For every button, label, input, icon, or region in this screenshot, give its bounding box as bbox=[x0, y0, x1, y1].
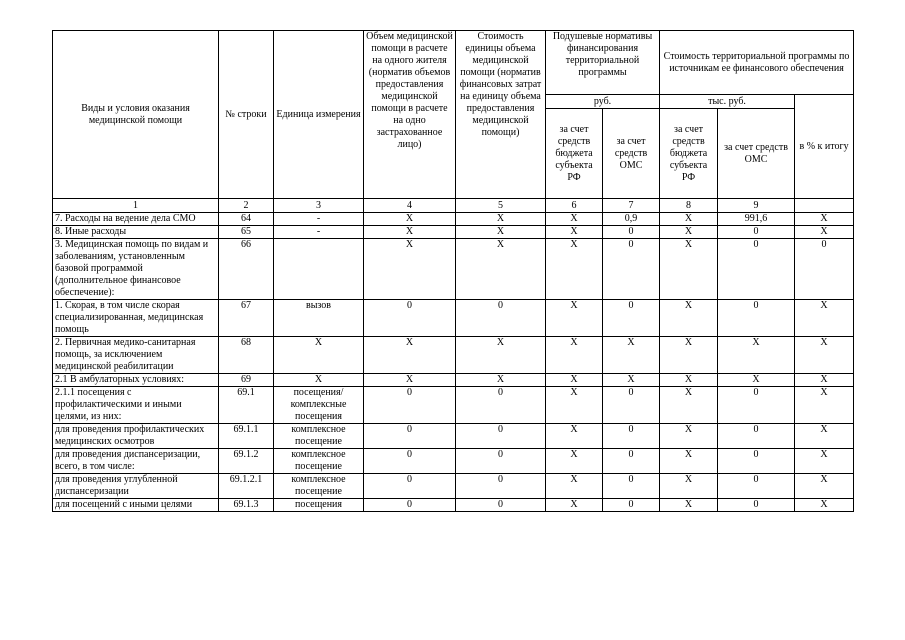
row-number: 69.1.3 bbox=[219, 499, 274, 512]
cell-volume: 0 bbox=[364, 449, 456, 474]
table-row bbox=[53, 213, 854, 226]
cell-volume: X bbox=[364, 239, 456, 300]
cell-percapita-budget: X bbox=[546, 449, 603, 474]
row-number: 66 bbox=[219, 239, 274, 300]
row-unit: - bbox=[274, 226, 364, 239]
cell-cost-oms: 0 bbox=[718, 424, 795, 449]
row-name: для проведения профилактических медицинских осмотров bbox=[53, 424, 219, 449]
cell-percent: X bbox=[795, 213, 854, 226]
cell-unit-cost: 0 bbox=[456, 424, 546, 449]
cell-cost-oms: X bbox=[718, 337, 795, 374]
cell-unit-cost: 0 bbox=[456, 300, 546, 337]
table-header bbox=[53, 31, 854, 213]
cell-cost-budget: X bbox=[660, 300, 718, 337]
row-unit: комплексное посещение bbox=[274, 449, 364, 474]
header-thousand-rub: тыс. руб. bbox=[660, 95, 795, 109]
cell-percapita-budget: X bbox=[546, 337, 603, 374]
cell-cost-budget: X bbox=[660, 213, 718, 226]
row-unit: - bbox=[274, 213, 364, 226]
cell-cost-budget: X bbox=[660, 474, 718, 499]
table-row bbox=[53, 499, 854, 512]
row-number: 69 bbox=[219, 374, 274, 387]
row-name: 1. Скорая, в том числе скорая специализированная, медицинская помощь bbox=[53, 300, 219, 337]
cell-cost-budget: X bbox=[660, 387, 718, 424]
header-row-number: № строки bbox=[219, 31, 274, 199]
cell-unit-cost: X bbox=[456, 226, 546, 239]
cell-cost-budget: X bbox=[660, 337, 718, 374]
cell-percapita-budget: X bbox=[546, 424, 603, 449]
cell-cost-oms: 0 bbox=[718, 239, 795, 300]
table-body bbox=[53, 213, 854, 512]
row-unit: X bbox=[274, 374, 364, 387]
row-unit: комплексное посещение bbox=[274, 424, 364, 449]
cell-percent: X bbox=[795, 474, 854, 499]
table-row bbox=[53, 374, 854, 387]
cell-unit-cost: X bbox=[456, 213, 546, 226]
cell-volume: 0 bbox=[364, 424, 456, 449]
cell-volume: X bbox=[364, 226, 456, 239]
cell-percent: X bbox=[795, 337, 854, 374]
row-name: 2.1 В амбулаторных условиях: bbox=[53, 374, 219, 387]
row-name: 2.1.1 посещения с профилактическими и иными целями, из них: bbox=[53, 387, 219, 424]
header-budget-thousand: за счет средств бюджета субъекта РФ bbox=[660, 109, 718, 199]
cell-cost-oms: 0 bbox=[718, 474, 795, 499]
cell-percapita-oms: 0 bbox=[603, 387, 660, 424]
column-number: 4 bbox=[364, 199, 456, 213]
cell-percapita-budget: X bbox=[546, 213, 603, 226]
cell-volume: X bbox=[364, 213, 456, 226]
row-unit: комплексное посещение bbox=[274, 474, 364, 499]
row-number: 69.1.2 bbox=[219, 449, 274, 474]
table-row bbox=[53, 449, 854, 474]
row-name: 8. Иные расходы bbox=[53, 226, 219, 239]
cell-percapita-budget: X bbox=[546, 300, 603, 337]
cell-volume: 0 bbox=[364, 300, 456, 337]
cell-percapita-budget: X bbox=[546, 499, 603, 512]
cell-percapita-budget: X bbox=[546, 226, 603, 239]
cell-percapita-oms: 0,9 bbox=[603, 213, 660, 226]
cell-percapita-oms: 0 bbox=[603, 226, 660, 239]
cell-percent: X bbox=[795, 449, 854, 474]
row-number: 69.1.1 bbox=[219, 424, 274, 449]
row-number: 65 bbox=[219, 226, 274, 239]
row-name: для проведения диспансеризации, всего, в том числе: bbox=[53, 449, 219, 474]
cell-percapita-budget: X bbox=[546, 387, 603, 424]
table-row bbox=[53, 226, 854, 239]
cell-volume: X bbox=[364, 374, 456, 387]
cell-volume: X bbox=[364, 337, 456, 374]
header-unit-cost: Стоимость единицы объема медицинской помощи (норматив финансовых затрат на единицу объема предоставления медицинской помощи) bbox=[456, 31, 546, 199]
cell-percapita-oms: 0 bbox=[603, 449, 660, 474]
column-number: 3 bbox=[274, 199, 364, 213]
cell-unit-cost: 0 bbox=[456, 499, 546, 512]
cell-percapita-oms: X bbox=[603, 374, 660, 387]
header-oms-thousand: за счет средств ОМС bbox=[718, 109, 795, 199]
cell-unit-cost: 0 bbox=[456, 387, 546, 424]
cell-percapita-budget: X bbox=[546, 239, 603, 300]
cell-percapita-oms: 0 bbox=[603, 474, 660, 499]
cell-percent: X bbox=[795, 499, 854, 512]
header-percent: в % к итогу bbox=[795, 95, 854, 199]
column-number: 6 bbox=[546, 199, 603, 213]
cell-percapita-oms: 0 bbox=[603, 424, 660, 449]
column-number: 9 bbox=[718, 199, 795, 213]
column-number: 1 bbox=[53, 199, 219, 213]
header-budget-rub: за счет средств бюджета субъекта РФ bbox=[546, 109, 603, 199]
row-name: 7. Расходы на ведение дела СМО bbox=[53, 213, 219, 226]
header-rub: руб. bbox=[546, 95, 660, 109]
financing-table bbox=[52, 30, 854, 512]
cell-percent: X bbox=[795, 300, 854, 337]
header-cost-group: Стоимость территориальной программы по источникам ее финансового обеспечения bbox=[660, 31, 854, 95]
cell-percent: X bbox=[795, 424, 854, 449]
cell-unit-cost: 0 bbox=[456, 474, 546, 499]
row-unit: посещения/ комплексные посещения bbox=[274, 387, 364, 424]
row-unit: вызов bbox=[274, 300, 364, 337]
header-oms-rub: за счет средств ОМС bbox=[603, 109, 660, 199]
cell-cost-oms: 0 bbox=[718, 300, 795, 337]
cell-cost-oms: 991,6 bbox=[718, 213, 795, 226]
table-row bbox=[53, 337, 854, 374]
cell-volume: 0 bbox=[364, 474, 456, 499]
row-number: 69.1 bbox=[219, 387, 274, 424]
header-unit: Единица измерения bbox=[274, 31, 364, 199]
cell-cost-budget: X bbox=[660, 424, 718, 449]
table-row bbox=[53, 387, 854, 424]
cell-cost-budget: X bbox=[660, 374, 718, 387]
row-name: для посещений с иными целями bbox=[53, 499, 219, 512]
cell-percapita-budget: X bbox=[546, 474, 603, 499]
cell-cost-oms: 0 bbox=[718, 387, 795, 424]
row-name: для проведения углубленной диспансеризации bbox=[53, 474, 219, 499]
table-row bbox=[53, 300, 854, 337]
column-number: 5 bbox=[456, 199, 546, 213]
cell-percent: X bbox=[795, 374, 854, 387]
column-number bbox=[795, 199, 854, 213]
header-volume: Объем медицинской помощи в расчете на одного жителя (норматив объемов предоставления медицинской помощи в расчете на одно застрахованное лицо) bbox=[364, 31, 456, 199]
cell-cost-oms: X bbox=[718, 374, 795, 387]
cell-cost-oms: 0 bbox=[718, 226, 795, 239]
column-number: 7 bbox=[603, 199, 660, 213]
cell-volume: 0 bbox=[364, 387, 456, 424]
row-number: 68 bbox=[219, 337, 274, 374]
cell-percent: X bbox=[795, 387, 854, 424]
header-per-capita: Подушевые нормативы финансирования территориальной программы bbox=[546, 31, 660, 95]
cell-percapita-budget: X bbox=[546, 374, 603, 387]
cell-cost-budget: X bbox=[660, 499, 718, 512]
cell-percapita-oms: 0 bbox=[603, 499, 660, 512]
column-number-row bbox=[53, 199, 854, 213]
header-kind: Виды и условия оказания медицинской помощи bbox=[53, 31, 219, 199]
row-name: 2. Первичная медико-санитарная помощь, за исключением медицинской реабилитации bbox=[53, 337, 219, 374]
table-row bbox=[53, 239, 854, 300]
column-number: 2 bbox=[219, 199, 274, 213]
row-number: 67 bbox=[219, 300, 274, 337]
cell-unit-cost: 0 bbox=[456, 449, 546, 474]
table-row bbox=[53, 474, 854, 499]
row-number: 69.1.2.1 bbox=[219, 474, 274, 499]
row-name: 3. Медицинская помощь по видам и заболеваниям, установленным базовой программой (дополнительное финансовое обеспечение): bbox=[53, 239, 219, 300]
cell-unit-cost: X bbox=[456, 374, 546, 387]
cell-percapita-oms: 0 bbox=[603, 239, 660, 300]
cell-cost-budget: X bbox=[660, 226, 718, 239]
row-unit bbox=[274, 239, 364, 300]
row-number: 64 bbox=[219, 213, 274, 226]
cell-volume: 0 bbox=[364, 499, 456, 512]
column-number: 8 bbox=[660, 199, 718, 213]
cell-unit-cost: X bbox=[456, 337, 546, 374]
cell-percapita-oms: 0 bbox=[603, 300, 660, 337]
cell-cost-oms: 0 bbox=[718, 449, 795, 474]
cell-percent: X bbox=[795, 226, 854, 239]
cell-cost-budget: X bbox=[660, 449, 718, 474]
cell-cost-budget: X bbox=[660, 239, 718, 300]
cell-percapita-oms: X bbox=[603, 337, 660, 374]
row-unit: посещения bbox=[274, 499, 364, 512]
cell-unit-cost: X bbox=[456, 239, 546, 300]
table-row bbox=[53, 424, 854, 449]
cell-percent: 0 bbox=[795, 239, 854, 300]
cell-cost-oms: 0 bbox=[718, 499, 795, 512]
row-unit: X bbox=[274, 337, 364, 374]
